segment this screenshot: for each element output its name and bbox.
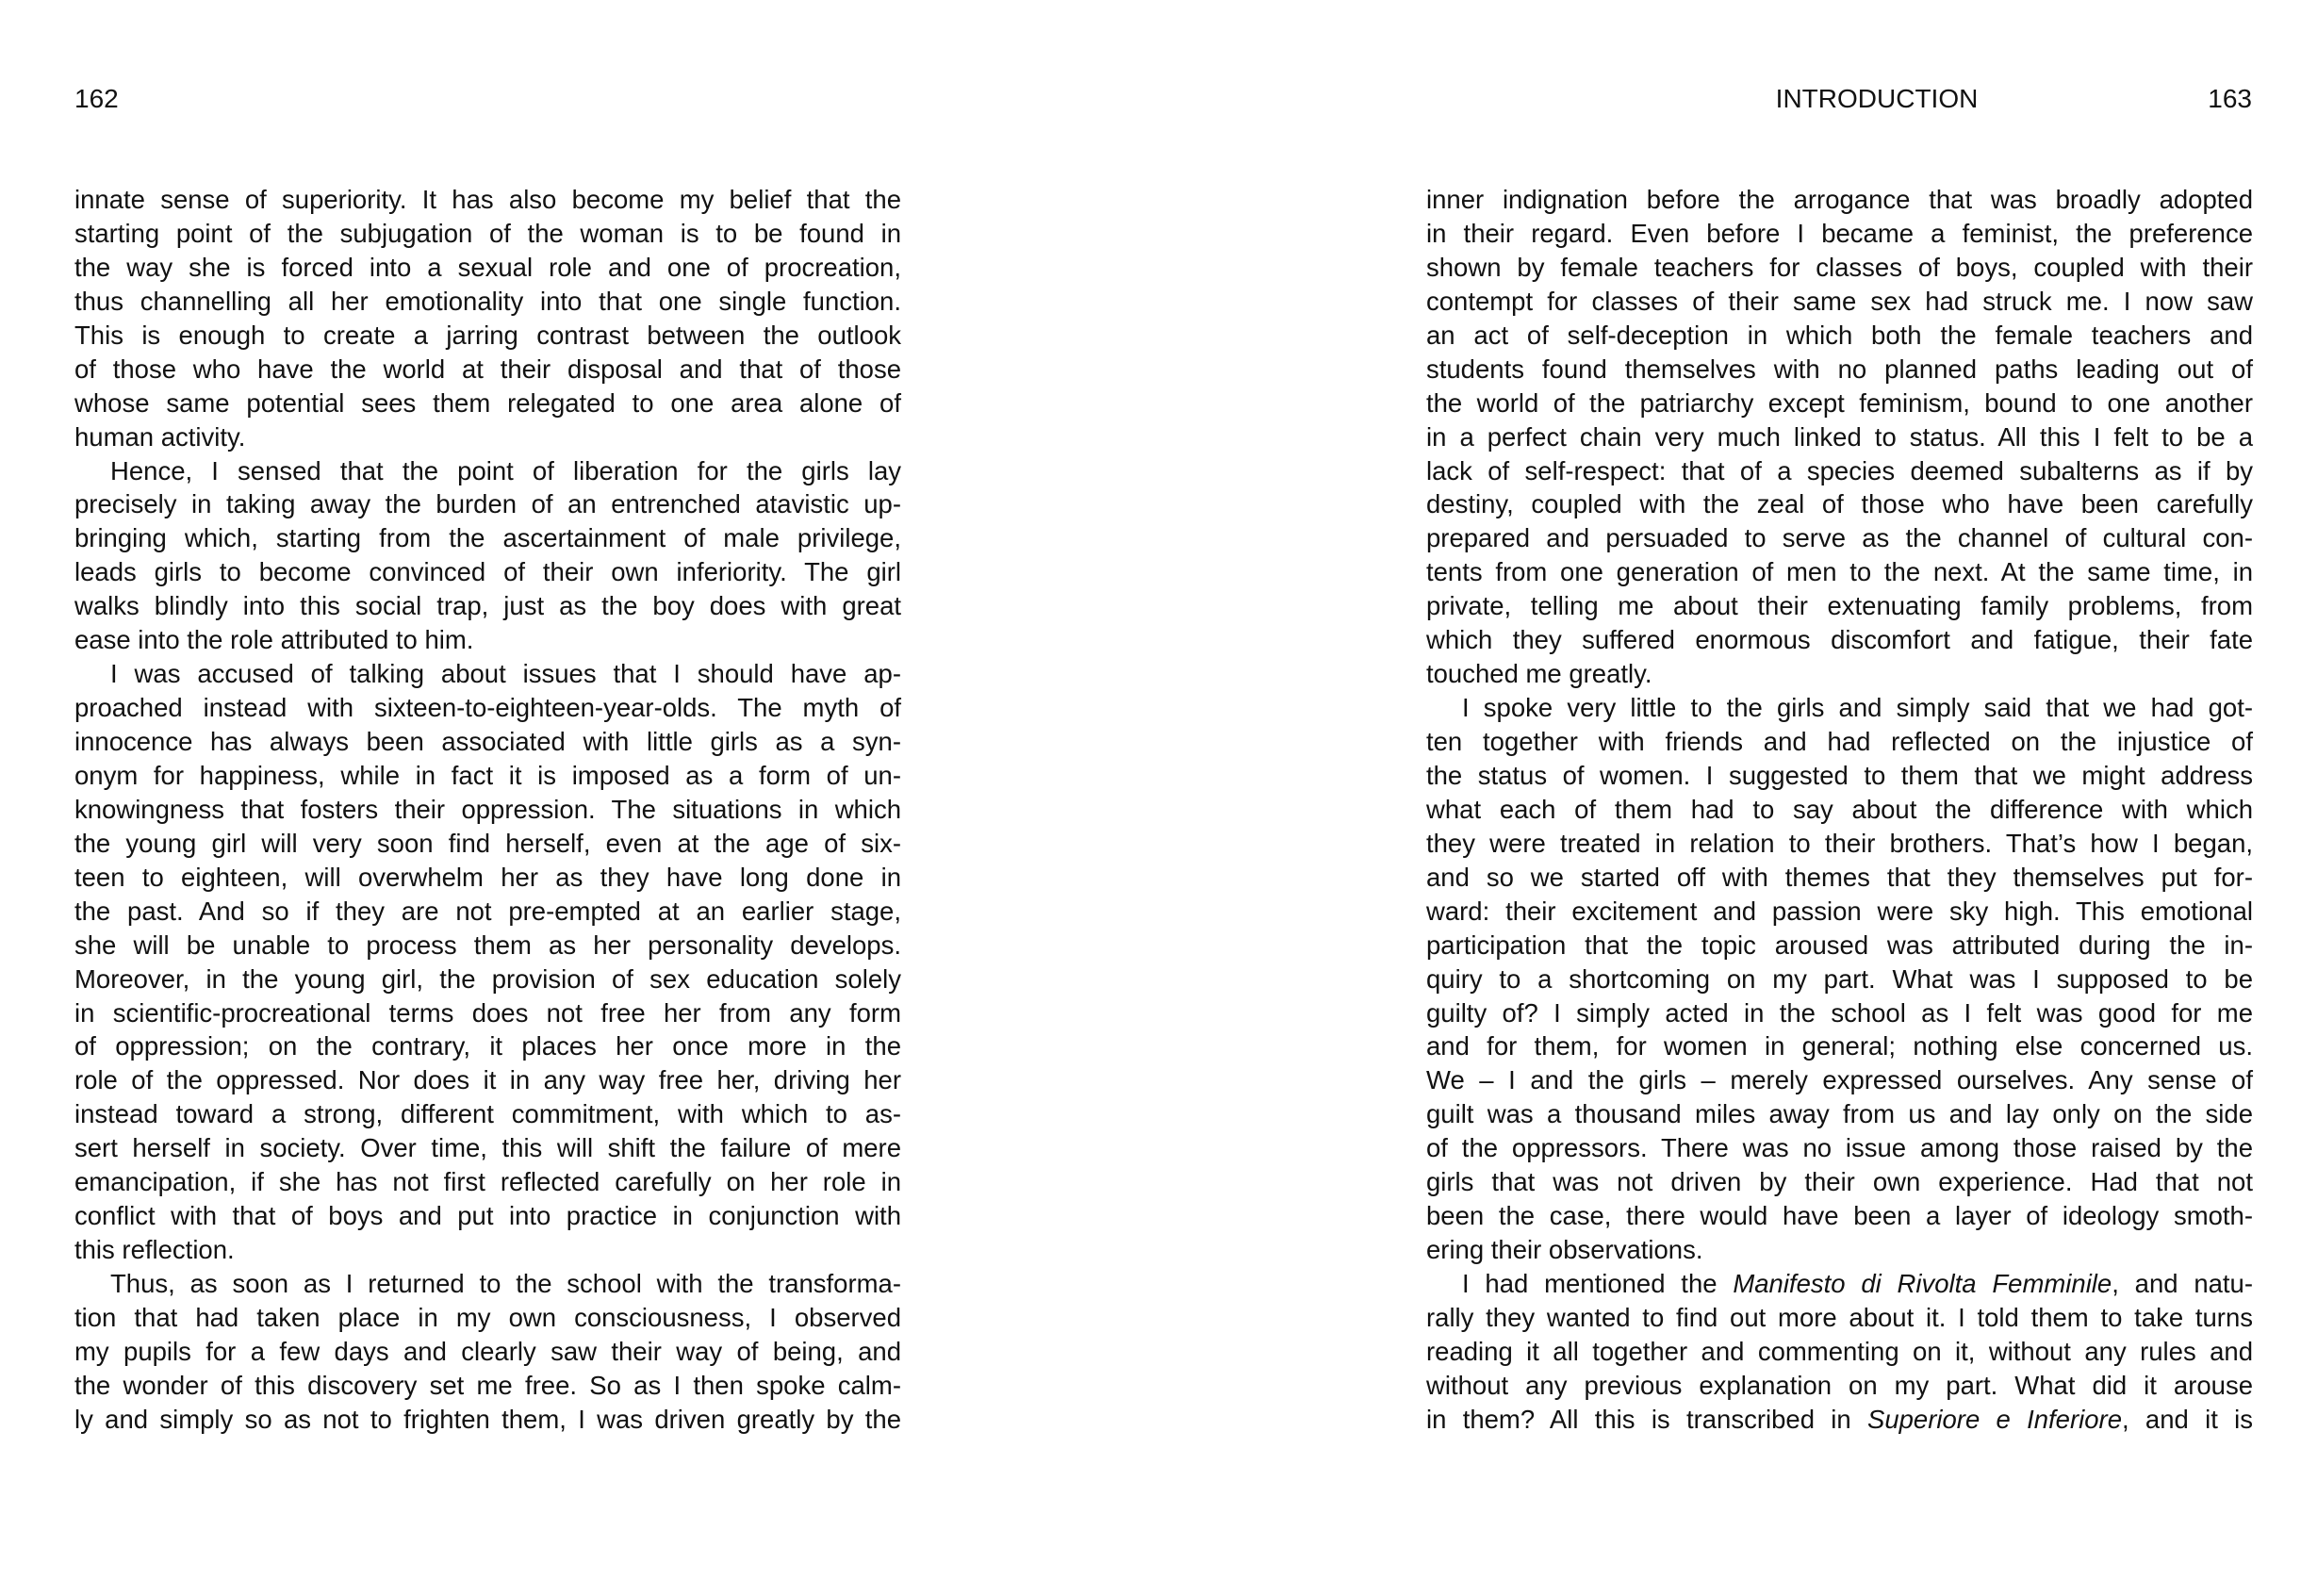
running-head: INTRODUCTION	[1775, 84, 1979, 113]
text-line	[1426, 353, 2253, 387]
text-run: sert herself in society. Over time, this will shift the failure of mere	[74, 1133, 901, 1163]
text-run: ten together with friends and had reflected on the injustice of	[1426, 727, 2253, 756]
text-run: in a perfect chain very much linked to status. All this I felt to be a	[1426, 421, 2253, 452]
text-line	[74, 285, 901, 319]
text-line	[1426, 759, 2253, 793]
text-line	[74, 861, 901, 895]
text-line	[1426, 387, 2253, 420]
text-run: quiry to a shortcoming on my part. What was I supposed to be	[1426, 963, 2253, 994]
text-run: emancipation, if she has not first reflected carefully on her role in	[74, 1167, 901, 1197]
text-run: this reflection.	[74, 1235, 235, 1265]
text-run: and for them, for women in general; nothing else concerned us.	[1426, 1031, 2253, 1061]
text-line	[1426, 1131, 2253, 1165]
text-run: inner indignation before the arrogance that was broadly adopted	[1426, 185, 2253, 214]
text-line	[74, 454, 901, 488]
text-run: walks blindly into this social trap, just as the boy does with great	[74, 591, 901, 621]
text-line	[1426, 487, 2253, 521]
text-line	[74, 1369, 901, 1403]
text-line	[1426, 521, 2253, 555]
text-line	[1426, 319, 2253, 353]
text-line	[74, 1335, 901, 1369]
text-line	[74, 1131, 901, 1165]
text-run: ease into the role attributed to him.	[74, 625, 474, 655]
text-line	[74, 1403, 901, 1437]
text-line	[74, 725, 901, 759]
text-run: teen to eighteen, will overwhelm her as they have long done in	[74, 862, 901, 892]
text-run: the young girl will very soon find herself, even at the age of six-	[74, 828, 901, 858]
text-line	[74, 657, 901, 691]
text-line	[74, 929, 901, 963]
text-line	[1426, 183, 2253, 217]
text-run: conflict with that of boys and put into practice in conjunction with	[74, 1201, 901, 1231]
text-run: lack of self-respect: that of a species deemed subalterns as if by	[1426, 455, 2253, 485]
text-line	[74, 387, 901, 420]
text-line	[74, 319, 901, 353]
text-line	[1426, 861, 2253, 895]
text-run: of oppression; on the contrary, it places her once more in the	[74, 1031, 901, 1061]
text-run: guilty of? I simply acted in the school as I felt was good for me	[1426, 997, 2253, 1028]
text-line	[74, 251, 901, 285]
text-line	[74, 353, 901, 387]
text-run: starting point of the subjugation of the woman is to be found in	[74, 218, 901, 248]
text-line	[74, 793, 901, 827]
text-run: the wonder of this discovery set me free. So as I then spoke calm-	[74, 1370, 901, 1400]
italic-title: Superiore e Inferiore	[1867, 1404, 2122, 1434]
text-line	[1426, 589, 2253, 623]
text-line	[74, 1267, 901, 1301]
text-run: instead toward a strong, different commitment, with which to as-	[74, 1099, 901, 1129]
text-line	[1426, 1403, 2253, 1437]
text-line	[74, 759, 901, 793]
text-line	[1426, 1165, 2253, 1199]
text-run: contempt for classes of their same sex had struck me. I now saw	[1426, 286, 2253, 316]
text-line	[74, 895, 901, 929]
italic-title: Manifesto di Rivolta Femminile	[1733, 1269, 2112, 1298]
text-run: ly and simply so as not to frighten them, I was driven greatly by the	[74, 1404, 901, 1434]
text-line	[74, 827, 901, 861]
text-line	[1426, 963, 2253, 996]
text-run: private, telling me about their extenuating family problems, from	[1426, 591, 2253, 621]
text-line	[74, 589, 901, 623]
text-line	[1426, 929, 2253, 963]
text-run: the past. And so if they are not pre-empted at an earlier stage,	[74, 896, 901, 926]
text-run: I had mentioned the	[1462, 1269, 1734, 1298]
text-line	[1426, 691, 2253, 725]
text-line	[74, 183, 901, 217]
text-run: in their regard. Even before I became a feminist, the preference	[1426, 218, 2253, 248]
text-run: knowingness that fosters their oppression. The situations in which	[74, 794, 901, 824]
text-run: Moreover, in the young girl, the provision of sex education solely	[74, 963, 901, 994]
text-line	[1426, 793, 2253, 827]
text-run: We – I and the girls – merely expressed ourselves. Any sense of	[1426, 1065, 2253, 1095]
text-line	[74, 555, 901, 589]
text-run: innocence has always been associated with little girls as a syn-	[74, 727, 901, 756]
text-run: they were treated in relation to their brothers. That’s how I began,	[1426, 828, 2253, 858]
text-line	[1426, 895, 2253, 929]
text-run: destiny, coupled with the zeal of those who have been carefully	[1426, 489, 2253, 519]
text-run: and so we started off with themes that they themselves put for-	[1426, 862, 2253, 892]
text-line	[1426, 1063, 2253, 1097]
text-line	[1426, 420, 2253, 454]
text-line	[1426, 827, 2253, 861]
text-line	[1426, 1301, 2253, 1335]
text-run: , and natu-	[2112, 1269, 2253, 1298]
text-run: tents from one generation of men to the next. At the same time, in	[1426, 557, 2253, 587]
text-line	[74, 1165, 901, 1199]
text-run: ering their observations.	[1426, 1235, 1703, 1265]
text-run: touched me greatly.	[1426, 659, 1652, 689]
text-run: guilt was a thousand miles away from us and lay only on the side	[1426, 1099, 2253, 1129]
right-page-text	[1426, 183, 2253, 1437]
text-line	[74, 1199, 901, 1233]
text-line	[1426, 1335, 2253, 1369]
text-line	[74, 521, 901, 555]
text-run: of the oppressors. There was no issue among those raised by the	[1426, 1133, 2253, 1163]
text-run: innate sense of superiority. It has also become my belief that the	[74, 185, 901, 214]
text-line	[74, 1097, 901, 1131]
text-line	[74, 963, 901, 996]
text-line	[74, 217, 901, 251]
text-run: rally they wanted to find out more about it. I told them to take turns	[1426, 1302, 2253, 1332]
text-line	[74, 996, 901, 1030]
text-run: onym for happiness, while in fact it is imposed as a form of un-	[74, 760, 901, 790]
page-number-left: 162	[74, 84, 119, 113]
text-run: Thus, as soon as I returned to the school with the transforma-	[110, 1269, 901, 1298]
text-line	[74, 623, 901, 657]
text-run: tion that had taken place in my own consciousness, I observed	[74, 1302, 901, 1332]
text-run: in scientific-procreational terms does not free her from any form	[74, 997, 901, 1028]
text-run: she will be unable to process them as her personality develops.	[74, 930, 901, 960]
text-line	[1426, 657, 2253, 691]
text-line	[74, 1301, 901, 1335]
text-run: of those who have the world at their disposal and that of those	[74, 354, 901, 384]
text-run: Hence, I sensed that the point of liberation for the girls lay	[110, 455, 901, 485]
text-run: the world of the patriarchy except feminism, bound to one another	[1426, 387, 2253, 418]
text-line	[1426, 1267, 2253, 1301]
text-run: my pupils for a few days and clearly saw their way of being, and	[74, 1336, 901, 1366]
text-line	[74, 691, 901, 725]
text-run: been the case, there would have been a layer of ideology smoth-	[1426, 1201, 2253, 1231]
text-run: the way she is forced into a sexual role and one of procreation,	[74, 252, 901, 282]
text-line	[74, 1063, 901, 1097]
text-run: This is enough to create a jarring contrast between the outlook	[74, 320, 901, 350]
text-run: whose same potential sees them relegated to one area alone of	[74, 387, 901, 418]
text-line	[1426, 1097, 2253, 1131]
text-line	[1426, 285, 2253, 319]
text-run: without any previous explanation on my part. What did it arouse	[1426, 1370, 2253, 1400]
text-run: the status of women. I suggested to them that we might address	[1426, 760, 2253, 790]
text-run: human activity.	[74, 421, 246, 452]
text-line	[1426, 725, 2253, 759]
text-run: students found themselves with no planned paths leading out of	[1426, 354, 2253, 384]
left-page-text	[74, 183, 901, 1437]
text-run: participation that the topic aroused was attributed during the in-	[1426, 930, 2253, 960]
text-line	[1426, 1199, 2253, 1233]
text-run: thus channelling all her emotionality into that one single function.	[74, 286, 901, 316]
text-run: ward: their excitement and passion were sky high. This emotional	[1426, 896, 2253, 926]
text-run: which they suffered enormous discomfort and fatigue, their fate	[1426, 625, 2253, 655]
text-run: role of the oppressed. Nor does it in any way free her, driving her	[74, 1065, 901, 1095]
text-line	[1426, 1233, 2253, 1267]
text-line	[74, 487, 901, 521]
text-run: girls that was not driven by their own experience. Had that not	[1426, 1167, 2253, 1197]
text-run: proached instead with sixteen-to-eighteen-year-olds. The myth of	[74, 693, 901, 723]
text-line	[1426, 555, 2253, 589]
text-run: what each of them had to say about the difference with which	[1426, 794, 2253, 824]
text-run: shown by female teachers for classes of boys, coupled with their	[1426, 252, 2253, 282]
text-line	[1426, 1369, 2253, 1403]
page-number-right: 163	[2208, 84, 2252, 113]
text-line	[1426, 454, 2253, 488]
text-line	[1426, 996, 2253, 1030]
text-run: leads girls to become convinced of their own inferiority. The girl	[74, 557, 901, 587]
text-line	[74, 1029, 901, 1063]
text-line	[1426, 217, 2253, 251]
text-run: I was accused of talking about issues that I should have ap-	[110, 659, 901, 689]
text-run: in them? All this is transcribed in	[1426, 1404, 1867, 1434]
text-line	[74, 1233, 901, 1267]
text-line	[74, 420, 901, 454]
text-run: bringing which, starting from the ascertainment of male privilege,	[74, 523, 901, 553]
text-run: I spoke very little to the girls and simply said that we had got-	[1462, 693, 2253, 723]
text-run: reading it all together and commenting on it, without any rules and	[1426, 1336, 2253, 1366]
text-run: an act of self-deception in which both the female teachers and	[1426, 320, 2253, 350]
text-run: , and it is	[2122, 1404, 2253, 1434]
text-line	[1426, 1029, 2253, 1063]
text-line	[1426, 251, 2253, 285]
text-run: precisely in taking away the burden of an entrenched atavistic up-	[74, 489, 901, 519]
text-run: prepared and persuaded to serve as the channel of cultural con-	[1426, 523, 2253, 553]
text-line	[1426, 623, 2253, 657]
